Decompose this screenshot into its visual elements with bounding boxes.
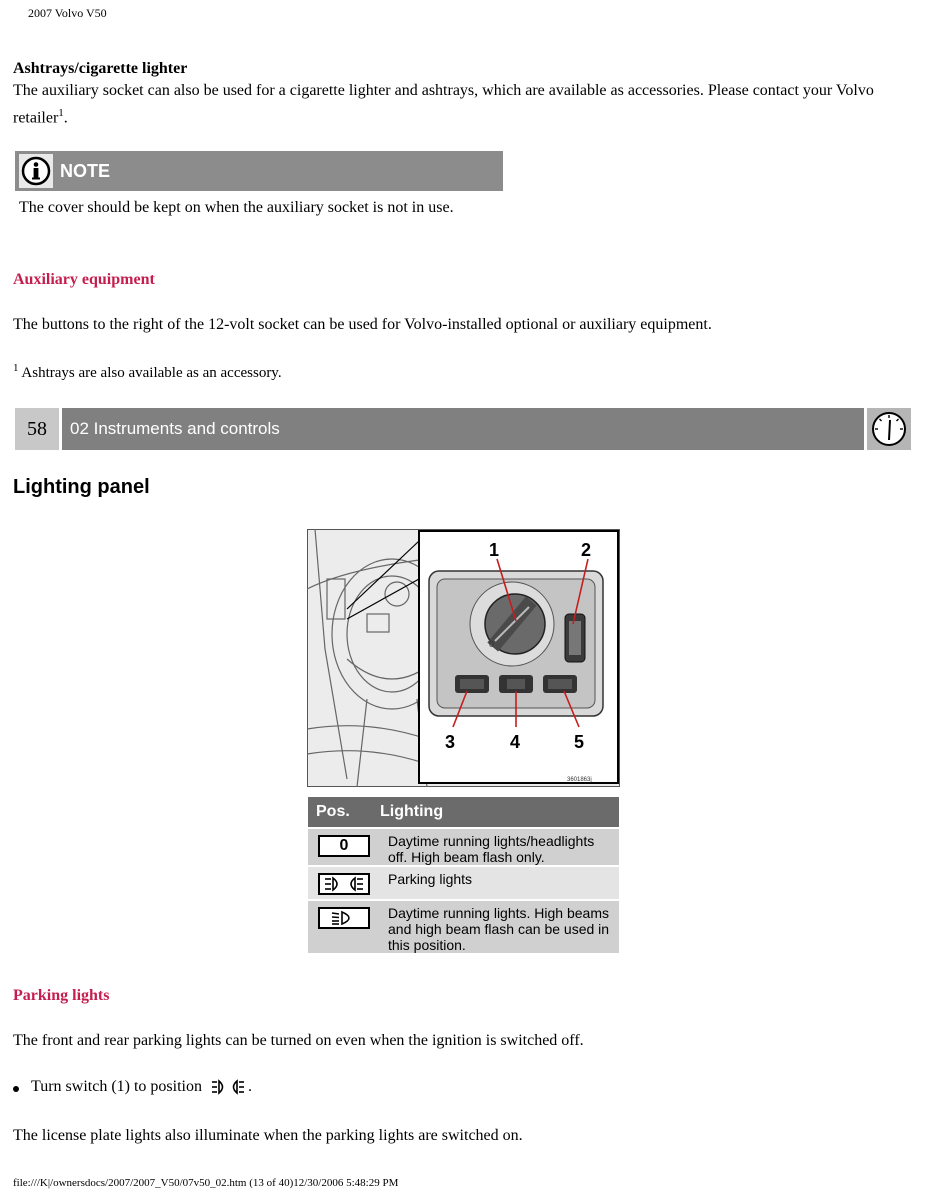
- callout-5: 5: [574, 732, 585, 752]
- ashtrays-text-end: .: [63, 109, 68, 127]
- lighting-position-table: [308, 797, 619, 955]
- table-row: [308, 867, 619, 901]
- parking-lights-icon: [210, 1079, 246, 1095]
- parking-paragraph-1: The front and rear parking lights can be turned on even when the ignition is switched off.: [13, 1032, 584, 1049]
- table-row: [308, 901, 619, 955]
- auxiliary-heading: Auxiliary equipment: [13, 271, 155, 288]
- footer-path: file:///K|/ownersdocs/2007/2007_V50/07v50_02.htm (13 of 40)12/30/2006 5:48:29 PM: [13, 1177, 399, 1189]
- section-bar: [15, 408, 911, 450]
- parking-heading: Parking lights: [13, 987, 110, 1004]
- running-head: 2007 Volvo V50: [28, 6, 107, 20]
- footnote-marker: 1: [13, 362, 19, 374]
- bullet-end: .: [247, 1078, 252, 1095]
- bullet-dot: [13, 1086, 19, 1092]
- row-text: Daytime running lights/headlights off. High beam flash only.: [388, 833, 595, 865]
- callout-3: 3: [445, 732, 456, 752]
- image-code: 3601863j: [567, 777, 592, 783]
- callout-2: 2: [581, 540, 592, 560]
- ashtrays-heading: Ashtrays/cigarette lighter: [13, 60, 188, 77]
- header-lighting: Lighting: [380, 803, 444, 820]
- footnote-ref[interactable]: 1: [58, 107, 64, 119]
- parking-paragraph-2: The license plate lights also illuminate when the parking lights are switched on.: [13, 1127, 523, 1144]
- lighting-panel-illustration: [307, 529, 620, 787]
- header-pos: Pos.: [316, 803, 350, 820]
- note-body: The cover should be kept on when the auxiliary socket is not in use.: [19, 199, 454, 216]
- page-number: 58: [15, 408, 59, 450]
- parking-lights-icon: [318, 873, 370, 895]
- note-title: NOTE: [60, 160, 111, 181]
- lighting-panel-title: Lighting panel: [13, 476, 150, 498]
- ashtrays-paragraph: [13, 79, 903, 129]
- bullet-text: Turn switch (1) to position: [31, 1078, 202, 1095]
- parking-bullet: [13, 1078, 252, 1096]
- note-bar: [15, 151, 503, 191]
- callout-4: 4: [510, 732, 521, 752]
- table-header: [308, 797, 619, 829]
- row-text: Parking lights: [388, 871, 473, 887]
- section-title: 02 Instruments and controls: [62, 408, 864, 450]
- zero-position-icon: 0: [318, 835, 370, 857]
- footnote-text: Ashtrays are also available as an accessory.: [18, 365, 282, 381]
- ashtrays-text: The auxiliary socket can also be used for a cigarette lighter and ashtrays, which are available as accessories. Please contact your Volvo retailer: [13, 82, 874, 127]
- table-row: [308, 829, 619, 867]
- svg-text:0: 0: [489, 639, 495, 649]
- row-text: Daytime running lights. High beams and high beam flash can be used in this position.: [388, 905, 610, 953]
- daytime-running-lights-icon: [318, 907, 370, 929]
- auxiliary-paragraph: The buttons to the right of the 12-volt socket can be used for Volvo-installed optional or auxiliary equipment.: [13, 316, 712, 333]
- info-icon: [19, 154, 53, 188]
- callout-1: 1: [489, 540, 500, 560]
- gauge-icon: [867, 408, 911, 450]
- footnote: [13, 362, 282, 382]
